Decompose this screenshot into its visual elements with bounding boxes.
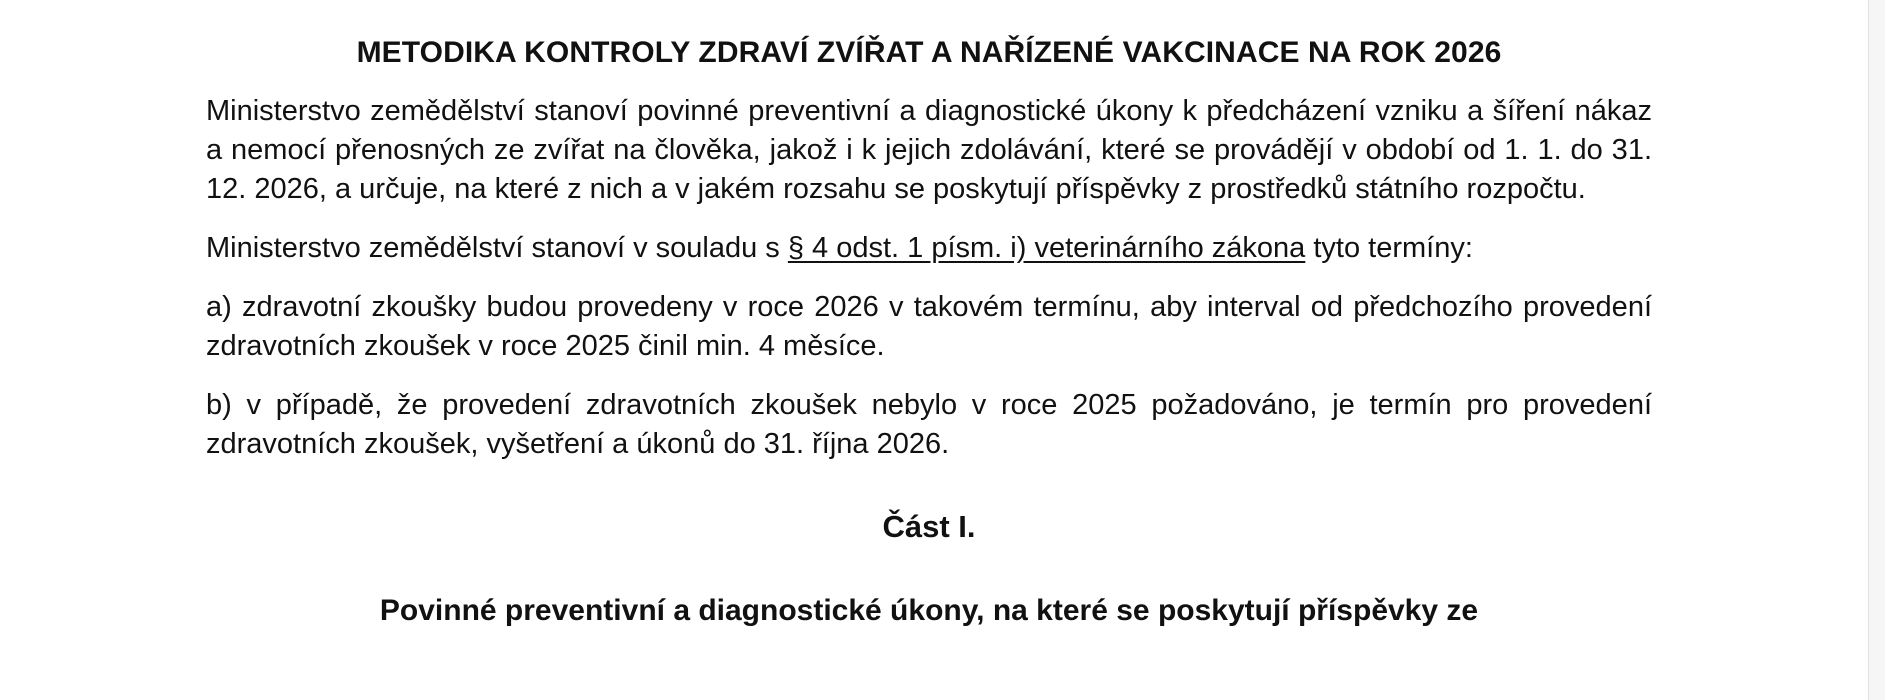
- term-item-a: a) zdravotní zkoušky budou provedeny v roce 2026 v takovém termínu, aby interval od předchozího provedení zdravotních zkoušek v roce 2025 činil min. 4 měsíce.: [206, 291, 1652, 362]
- section-subheading: Povinné preventivní a diagnostické úkony, na které se poskytují příspěvky ze: [379, 594, 1479, 627]
- terms-intro-text: Ministerstvo zemědělství stanoví v souladu s: [206, 232, 788, 264]
- term-item-b: b) v případě, že provedení zdravotních zkoušek nebylo v roce 2025 požadováno, je termín pro provedení zdravotních zkoušek, vyšetření a úkonů do 31. října 2026.: [206, 389, 1652, 460]
- section-heading: Část I.: [882, 509, 976, 544]
- terms-intro-text-end: tyto termíny:: [1305, 232, 1473, 264]
- terms-intro-paragraph: [206, 229, 1652, 268]
- intro-paragraph: Ministerstvo zemědělství stanoví povinné preventivní a diagnostické úkony k předcházení vzniku a šíření nákaz a nemocí přenosných ze zvířat na člověka, jakož i k jejich zdolávání, které se provádějí v období od 1. 1. do 31. 12. 2026, a určuje, na které z nich a v jakém rozsahu se poskytují příspěvky z prostředků státního rozpočtu.: [206, 95, 1652, 205]
- document-page: [206, 28, 1652, 633]
- law-reference-link[interactable]: § 4 odst. 1 písm. i) veterinárního zákona: [787, 232, 1306, 264]
- vertical-scrollbar[interactable]: [1868, 0, 1885, 700]
- document-title: METODIKA KONTROLY ZDRAVÍ ZVÍŘAT A NAŘÍZENÉ VAKCINACE NA ROK 2026: [356, 36, 1502, 69]
